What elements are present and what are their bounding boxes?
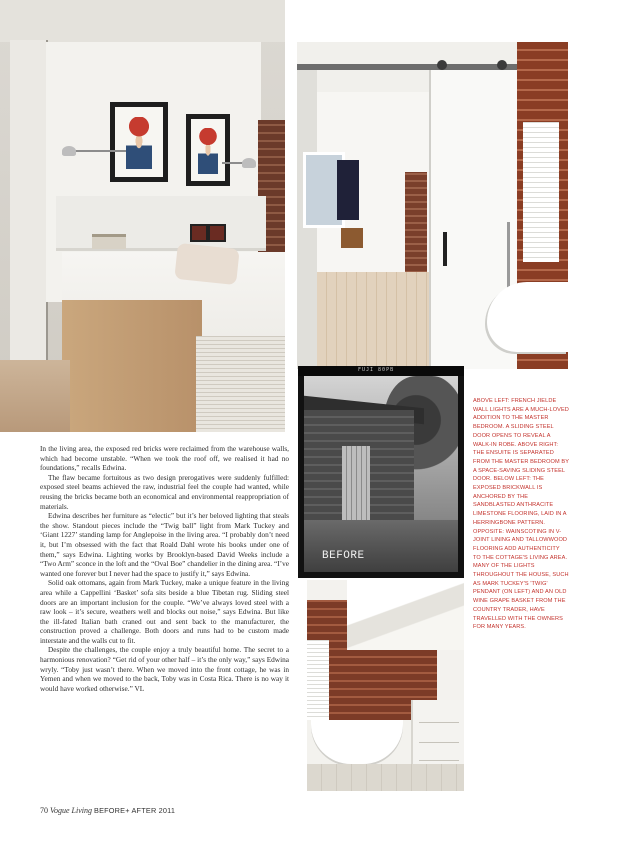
- bathtub: [311, 720, 403, 764]
- knitted-throw: [196, 336, 285, 432]
- page-folio: [40, 806, 175, 815]
- sliding-steel-door: [10, 40, 48, 370]
- photo-caption: ABOVE LEFT: FRENCH JIELDE WALL LIGHTS ARE A MUCH-LOVED ADDITION TO THE MASTER BEDROOM. A SLIDING STEEL DOOR OPENS TO REVEAL A WALK-IN ROBE. ABOVE RIGHT: THE ENSUITE IS SEPARATED FROM THE MASTER BEDROOM BY A SPACE-SAVING SLIDING STEEL DOOR. BELOW LEFT: THE EXPOSED BRICKWALL IS ANCHORED BY THE SANDBLASTED ANTHRACITE LIMESTONE FLOORING, LAID IN A HERRINGBONE PATTERN. OPPOSITE: WAINSCOTING IN V-JOINT LINING AND TALLOWWOOD FLOORING ADD AUTHENTICITY TO THE COTTAGE'S LIVING AREA. MANY OF THE LIGHTS THROUGHOUT THE HOUSE, SUCH AS MARK TUCKEY'S 'TWIG' PENDANT (ON LEFT) AND AN OLD WINE GRAPE BASKET FROM THE COUNTRY TRADER, HAVE TRAVELLED WITH THE OWNERS FOR MANY YEARS.: [473, 398, 569, 631]
- timber-floor: [0, 360, 70, 432]
- photo-before: [298, 366, 464, 578]
- vanity-drawer: [419, 722, 459, 723]
- ceiling: [0, 0, 285, 42]
- skylight: [347, 580, 464, 650]
- film-code: FUJI 80PB: [358, 367, 395, 373]
- article-body: [40, 444, 289, 804]
- pillow: [174, 243, 239, 285]
- door-roller: [497, 60, 507, 70]
- bathtub: [487, 282, 568, 352]
- books: [92, 234, 126, 249]
- paragraph: Solid oak ottomans, again from Mark Tuckey, make a unique feature in the living area while a Cappellini ‘Basket’ sofa sits beside a blue Tibetan rug. Sliding steel doors are an important inclusion for the couple. “We’ve always loved steel with a raw look – it’s secure, weathers well and blocks out noise,” says Edwina. But like the ill-fated Italian bath craned out and sent back to the manufacturer, the construction proved a challenge. Both doors and runs had to be custom made interstate and the walls cut to fit.: [40, 578, 289, 645]
- photo-ensuite: [307, 580, 464, 791]
- small-photo-frame: [190, 224, 208, 242]
- stone-floor: [307, 764, 464, 791]
- window-shutter: [523, 122, 559, 262]
- vanity-drawer: [419, 742, 459, 743]
- bedhead-shelf: [56, 196, 266, 251]
- vanity-drawer: [419, 760, 459, 761]
- paragraph: In the living area, the exposed red bricks were reclaimed from the warehouse walls, which had become unstable. “When we took the roof off, we realised it had no foundations,” recalls Edwina.: [40, 444, 289, 473]
- wall-light-arm-left: [70, 150, 126, 152]
- page-number: 70: [40, 806, 48, 815]
- publication-name: Vogue Living: [50, 806, 92, 815]
- small-photo-frame: [208, 224, 226, 242]
- paragraph: Edwina describes her furniture as “electic” but it’s her beloved lighting that steals the show. Standout pieces include the “Twig ball” light from Mark Tuckey and ‘Giant 1227’ standing lamp for Anglepoise in the living area. “I probably don’t need it, but I’m obsessed with the fact that Roald Dahl wrote his books under one of them,” says Edwina. Lighting works by Brooklyn-based David Weeks include a “Two Arm” sconce in the loft and the “Oval Boe” chandelier in the dining area. “I’ve wanted one forever but I never had the space to justify it,” says Edwina.: [40, 511, 289, 578]
- ground: [304, 520, 458, 572]
- framed-artwork-left: [110, 102, 168, 182]
- door-roller: [437, 60, 447, 70]
- framed-artwork-right: [186, 114, 230, 186]
- paragraph: The flaw became fortuitous as two design prerogatives were suddenly fulfilled: exposed steel beams achieved the raw, industrial feel the couple had wanted, while reusing the bricks became both an economical and environmental reappropriation of materials.: [40, 472, 289, 511]
- bed-base: [62, 300, 202, 432]
- door-handle: [443, 232, 447, 266]
- wall-light-right: [242, 158, 256, 168]
- window-shutter: [307, 640, 329, 720]
- before-label: BEFORE: [322, 550, 365, 562]
- photo-bedroom: [0, 0, 285, 432]
- bath-tap: [507, 222, 510, 292]
- curtain: [337, 160, 359, 220]
- before-scene: [304, 376, 458, 572]
- issue-name: BEFORE+ AFTER 2011: [94, 806, 176, 815]
- chair: [341, 228, 363, 248]
- timber-floor: [317, 272, 429, 369]
- shed-door: [342, 446, 370, 520]
- paragraph: Despite the challenges, the couple enjoy a truly beautiful home. The secret to a harmonious renovation? “Get rid of your other half – it’s the only way,” says Edwina wryly. “Toby just wasn’t there. When we moved into the front cottage, he was in Yemen and when we moved to the back, Toby was in Costa Rica. There is no way it would have worked otherwise.” VL: [40, 645, 289, 693]
- photo-ensuite-door: [297, 42, 568, 369]
- wall-light-left: [62, 146, 76, 156]
